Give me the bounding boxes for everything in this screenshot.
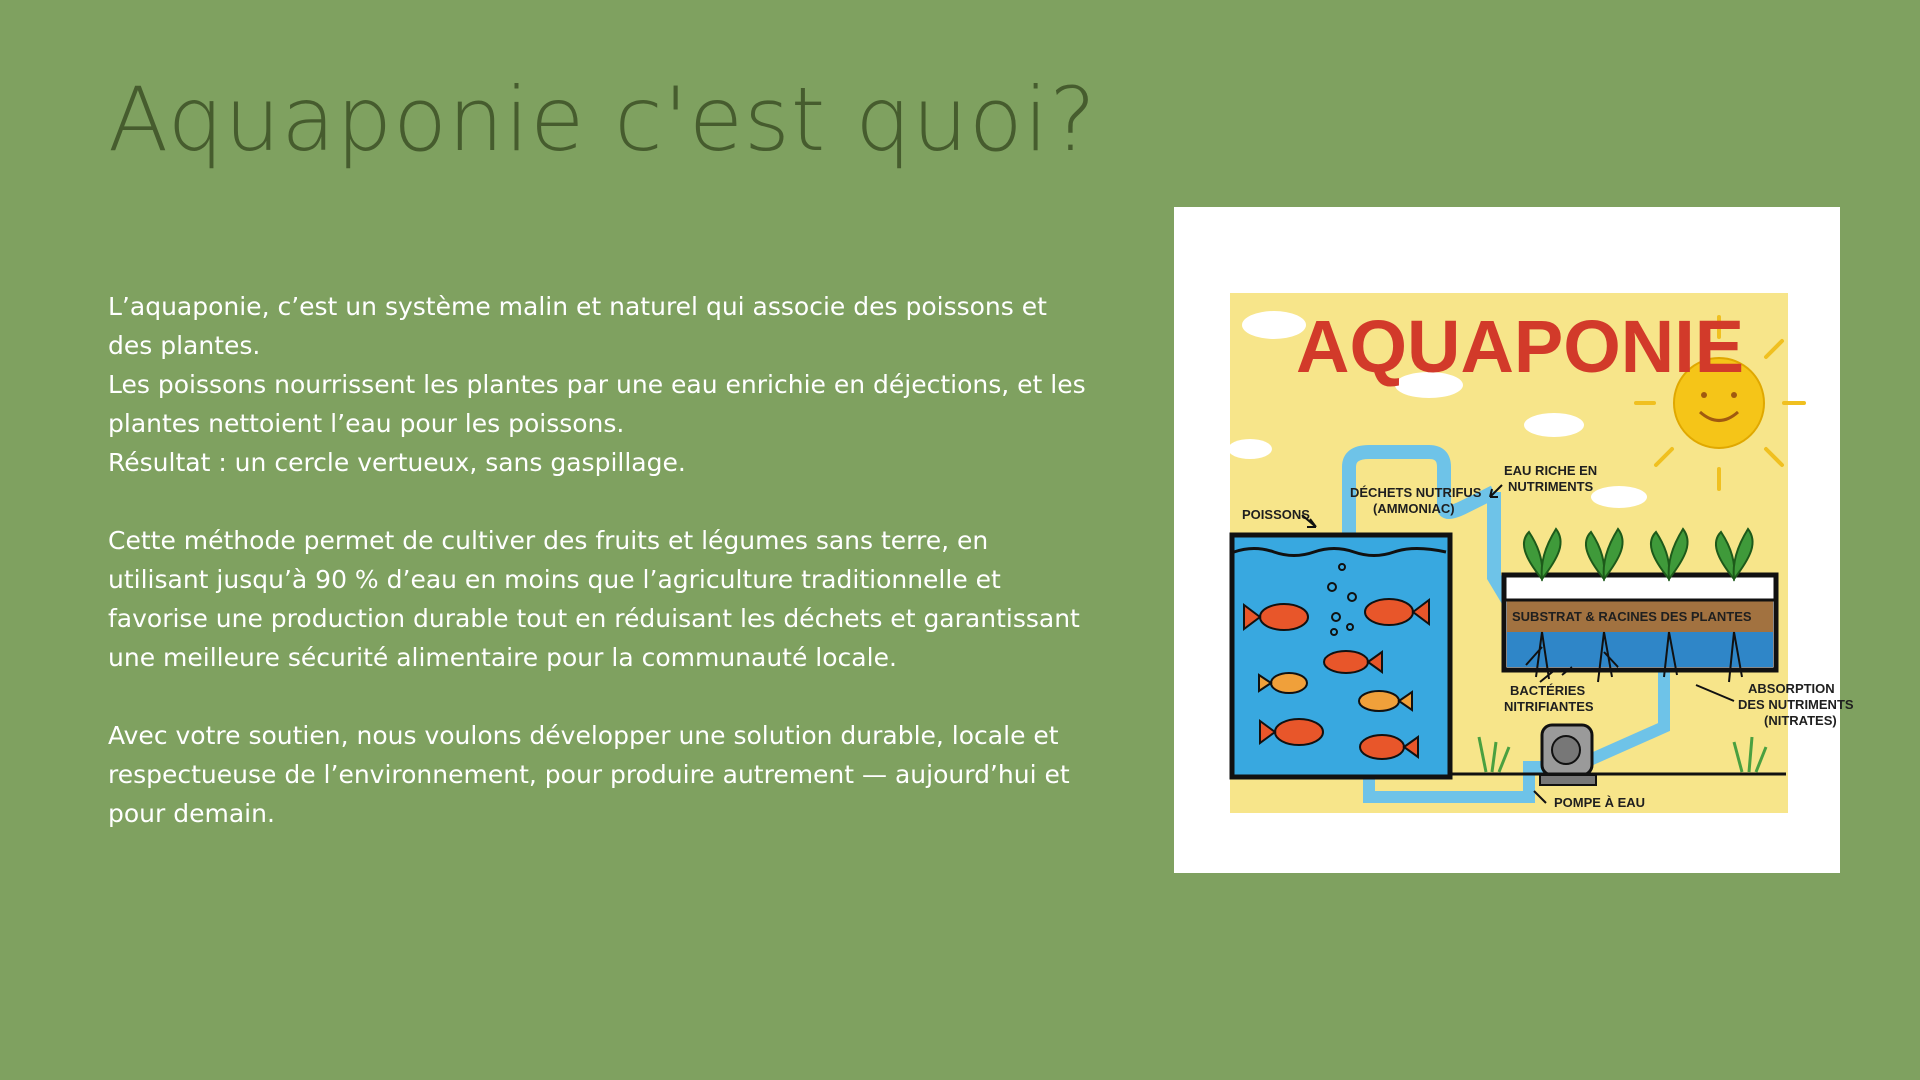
illustration-svg <box>1174 207 1854 873</box>
text-line: Les poissons nourrissent les plantes par une eau enrichie en déjections, et les plantes nettoient l’eau pour les poissons. <box>108 370 1086 438</box>
label-rich-water: NUTRIMENTS <box>1508 479 1594 494</box>
label-absorption: (NITRATES) <box>1764 713 1837 728</box>
aquaponics-illustration <box>1174 207 1854 873</box>
label-absorption: DES NUTRIMENTS <box>1738 697 1854 712</box>
paragraph-support <box>108 716 1088 833</box>
label-waste: DÉCHETS NUTRIFUS <box>1350 485 1482 500</box>
label-pump: POMPE À EAU <box>1554 795 1646 810</box>
cloud-icon <box>1524 413 1584 437</box>
paragraph-method <box>108 521 1088 677</box>
text-line: Avec votre soutien, nous voulons développer une solution durable, locale et respectueuse de l’environnement, pour produire autrement — aujourd’hui et pour demain. <box>108 721 1070 828</box>
text-line: Résultat : un cercle vertueux, sans gaspillage. <box>108 448 686 477</box>
illustration-heading: AQUAPONIE <box>1296 305 1745 388</box>
cloud-icon <box>1228 439 1272 459</box>
label-bacteria: NITRIFIANTES <box>1504 699 1594 714</box>
paragraph-intro <box>108 287 1088 482</box>
text-line: L’aquaponie, c’est un système malin et naturel qui associe des poissons et des plantes. <box>108 292 1047 360</box>
water-pump-icon <box>1540 725 1596 785</box>
text-line: Cette méthode permet de cultiver des fruits et légumes sans terre, en utilisant jusqu’à 90 % d’eau en moins que l’agriculture traditionnelle et favorise une production durable tout en réduisant les déchets et garantissant une meilleure sécurité alimentaire pour la communauté locale. <box>108 526 1080 672</box>
label-waste: (AMMONIAC) <box>1373 501 1455 516</box>
cloud-icon <box>1591 486 1647 508</box>
label-absorption: ABSORPTION <box>1748 681 1835 696</box>
label-substrate: SUBSTRAT & RACINES DES PLANTES <box>1512 609 1752 624</box>
label-rich-water: EAU RICHE EN <box>1504 463 1598 478</box>
page-title: Aquaponie c'est quoi? <box>108 68 1097 171</box>
description <box>108 287 1088 872</box>
label-fish: POISSONS <box>1242 507 1310 522</box>
label-bacteria: BACTÉRIES <box>1510 683 1586 698</box>
